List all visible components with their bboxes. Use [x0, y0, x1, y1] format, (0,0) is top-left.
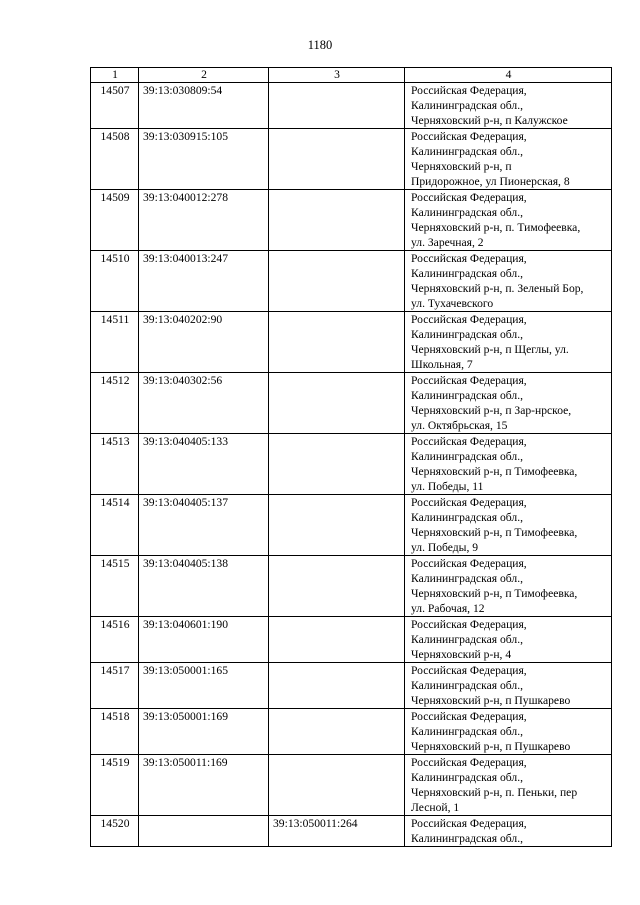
address-line: ул. Победы, 11: [411, 480, 484, 493]
address-line: Калининградская обл.,: [411, 679, 523, 692]
address-line: Лесной, 1: [411, 801, 460, 814]
address-line: Калининградская обл.,: [411, 572, 523, 585]
address-line: Российская Федерация,: [411, 618, 527, 631]
related-cadastral-number-cell: [269, 495, 405, 556]
address-line: Российская Федерация,: [411, 191, 527, 204]
row-number-cell: 14514: [91, 495, 139, 556]
related-cadastral-number-cell: [269, 434, 405, 495]
related-cadastral-number-cell: [269, 83, 405, 129]
related-cadastral-number-cell: [269, 312, 405, 373]
cadastral-number-cell: [139, 816, 269, 847]
address-line: Школьная, 7: [411, 358, 473, 371]
row-number-cell: 14510: [91, 251, 139, 312]
row-number-cell: 14513: [91, 434, 139, 495]
registry-table: [90, 67, 612, 847]
row-number-cell: 14516: [91, 617, 139, 663]
cadastral-number-cell: 39:13:040405:133: [139, 434, 269, 495]
address-line: Калининградская обл.,: [411, 267, 523, 280]
address-line: Российская Федерация,: [411, 313, 527, 326]
address-line: Российская Федерация,: [411, 496, 527, 509]
table-row: [91, 434, 612, 495]
table-body: [91, 83, 612, 847]
table-row: [91, 495, 612, 556]
related-cadastral-number-cell: [269, 373, 405, 434]
address-line: Калининградская обл.,: [411, 145, 523, 158]
address-line: Российская Федерация,: [411, 252, 527, 265]
address-line: Российская Федерация,: [411, 664, 527, 677]
cadastral-number-cell: 39:13:040405:138: [139, 556, 269, 617]
cadastral-number-cell: 39:13:040012:278: [139, 190, 269, 251]
address-cell: [405, 190, 612, 251]
related-cadastral-number-cell: [269, 129, 405, 190]
table-row: [91, 663, 612, 709]
page-number: 1180: [307, 38, 333, 52]
address-cell: [405, 495, 612, 556]
address-line: Калининградская обл.,: [411, 725, 523, 738]
table-row: [91, 556, 612, 617]
row-number-cell: 14519: [91, 755, 139, 816]
address-line: Черняховский р-н, п Щеглы, ул.: [411, 343, 569, 356]
row-number-cell: 14511: [91, 312, 139, 373]
address-line: Калининградская обл.,: [411, 633, 523, 646]
cadastral-number-cell: 39:13:050001:165: [139, 663, 269, 709]
address-line: Черняховский р-н, п Пушкарево: [411, 694, 571, 707]
related-cadastral-number-cell: [269, 663, 405, 709]
table-row: [91, 83, 612, 129]
address-line: Российская Федерация,: [411, 756, 527, 769]
header-cell-4: 4: [405, 68, 612, 83]
address-cell: [405, 434, 612, 495]
address-line: Черняховский р-н, п: [411, 160, 512, 173]
address-cell: [405, 617, 612, 663]
address-cell: [405, 816, 612, 847]
address-line: Калининградская обл.,: [411, 450, 523, 463]
row-number-cell: 14520: [91, 816, 139, 847]
related-cadastral-number-cell: [269, 251, 405, 312]
address-cell: [405, 709, 612, 755]
address-line: Черняховский р-н, п Калужское: [411, 114, 568, 127]
table-row: [91, 617, 612, 663]
cadastral-number-cell: 39:13:040405:137: [139, 495, 269, 556]
table-row: [91, 312, 612, 373]
cadastral-number-cell: 39:13:040202:90: [139, 312, 269, 373]
address-line: ул. Рабочая, 12: [411, 602, 485, 615]
row-number-cell: 14508: [91, 129, 139, 190]
cadastral-number-cell: 39:13:040013:247: [139, 251, 269, 312]
address-line: Калининградская обл.,: [411, 771, 523, 784]
cadastral-number-cell: 39:13:050011:169: [139, 755, 269, 816]
related-cadastral-number-cell: 39:13:050011:264: [269, 816, 405, 847]
address-line: Российская Федерация,: [411, 435, 527, 448]
address-line: Черняховский р-н, п Тимофеевка,: [411, 526, 578, 539]
address-cell: [405, 755, 612, 816]
row-number-cell: 14507: [91, 83, 139, 129]
address-line: ул. Октябрьская, 15: [411, 419, 508, 432]
cadastral-number-cell: 39:13:030915:105: [139, 129, 269, 190]
cadastral-number-cell: 39:13:040601:190: [139, 617, 269, 663]
cadastral-number-cell: 39:13:040302:56: [139, 373, 269, 434]
row-number-cell: 14517: [91, 663, 139, 709]
cadastral-number-cell: 39:13:050001:169: [139, 709, 269, 755]
address-line: ул. Тухачевского: [411, 297, 494, 310]
address-line: Российская Федерация,: [411, 130, 527, 143]
address-cell: [405, 251, 612, 312]
address-line: Черняховский р-н, п. Зеленый Бор,: [411, 282, 584, 295]
address-line: Российская Федерация,: [411, 557, 527, 570]
table-row: [91, 251, 612, 312]
row-number-cell: 14509: [91, 190, 139, 251]
row-number-cell: 14515: [91, 556, 139, 617]
table-row: [91, 755, 612, 816]
address-line: Черняховский р-н, п Пушкарево: [411, 740, 571, 753]
address-cell: [405, 373, 612, 434]
related-cadastral-number-cell: [269, 755, 405, 816]
address-line: Черняховский р-н, п Зар-нрское,: [411, 404, 572, 417]
address-cell: [405, 83, 612, 129]
related-cadastral-number-cell: [269, 617, 405, 663]
address-line: Российская Федерация,: [411, 817, 527, 830]
address-cell: [405, 663, 612, 709]
address-line: Черняховский р-н, 4: [411, 648, 512, 661]
address-line: Черняховский р-н, п. Тимофеевка,: [411, 221, 581, 234]
table-row: [91, 709, 612, 755]
address-line: Черняховский р-н, п Тимофеевка,: [411, 465, 578, 478]
related-cadastral-number-cell: [269, 556, 405, 617]
address-line: Калининградская обл.,: [411, 832, 523, 845]
table-row: [91, 373, 612, 434]
table-row: [91, 129, 612, 190]
address-line: Черняховский р-н, п. Пеньки, пер: [411, 786, 578, 799]
address-line: Калининградская обл.,: [411, 206, 523, 219]
address-line: Калининградская обл.,: [411, 511, 523, 524]
address-line: Калининградская обл.,: [411, 99, 523, 112]
cadastral-number-cell: 39:13:030809:54: [139, 83, 269, 129]
address-cell: [405, 556, 612, 617]
row-number-cell: 14512: [91, 373, 139, 434]
related-cadastral-number-cell: [269, 190, 405, 251]
address-cell: [405, 129, 612, 190]
related-cadastral-number-cell: [269, 709, 405, 755]
address-line: Российская Федерация,: [411, 710, 527, 723]
address-line: Калининградская обл.,: [411, 328, 523, 341]
address-line: Калининградская обл.,: [411, 389, 523, 402]
address-line: ул. Заречная, 2: [411, 236, 484, 249]
table-row: [91, 190, 612, 251]
header-row: [91, 68, 612, 83]
table-row: [91, 816, 612, 847]
address-line: ул. Победы, 9: [411, 541, 479, 554]
address-line: Российская Федерация,: [411, 84, 527, 97]
header-cell-1: 1: [91, 68, 139, 83]
address-line: Российская Федерация,: [411, 374, 527, 387]
header-cell-2: 2: [139, 68, 269, 83]
address-cell: [405, 312, 612, 373]
row-number-cell: 14518: [91, 709, 139, 755]
address-line: Придорожное, ул Пионерская, 8: [411, 175, 570, 188]
header-cell-3: 3: [269, 68, 405, 83]
address-line: Черняховский р-н, п Тимофеевка,: [411, 587, 578, 600]
